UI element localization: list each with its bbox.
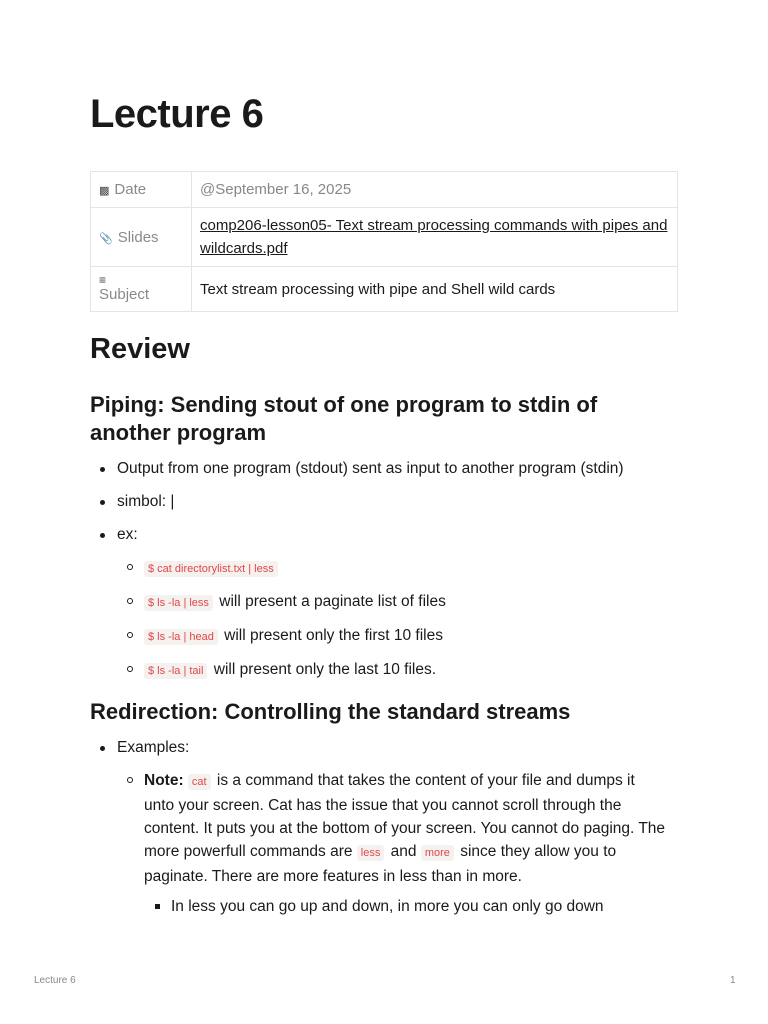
property-key-date bbox=[91, 172, 192, 208]
inline-code: less bbox=[357, 845, 385, 861]
slides-link[interactable]: comp206-lesson05- Text stream processing commands with pipes and wildcards.pdf bbox=[200, 217, 668, 257]
note-text: and bbox=[386, 843, 421, 860]
text-lines-icon: ≡ bbox=[99, 273, 107, 287]
inline-code: $ ls -la | less bbox=[144, 595, 213, 611]
inline-code: $ cat directorylist.txt | less bbox=[144, 561, 278, 577]
footer-title: Lecture 6 bbox=[34, 975, 76, 986]
list-item bbox=[144, 556, 674, 581]
paperclip-icon: 📎 bbox=[99, 232, 113, 245]
note-label: Note: bbox=[144, 772, 184, 789]
list-item-text: will present a paginate list of files bbox=[214, 593, 446, 610]
list-item bbox=[144, 769, 669, 888]
calendar-icon: ▩ bbox=[99, 185, 110, 197]
date-value[interactable]: @September 16, 2025 bbox=[192, 172, 678, 208]
slides-value bbox=[192, 208, 678, 267]
list-item bbox=[144, 624, 674, 649]
note-text: since they allow you to paginate. There are more features in less than in more. bbox=[144, 843, 617, 885]
list-item: Examples: bbox=[117, 736, 677, 759]
property-row-slides bbox=[91, 208, 678, 267]
redirection-list bbox=[117, 736, 677, 759]
piping-heading: Piping: Sending stout of one program to stdin of another program bbox=[90, 392, 598, 445]
list-item bbox=[144, 590, 674, 615]
redirection-heading: Redirection: Controlling the standard streams bbox=[90, 699, 571, 724]
redirection-notes-list bbox=[144, 769, 669, 888]
page-number: 1 bbox=[730, 975, 736, 986]
list-item: In less you can go up and down, in more you can only go down bbox=[171, 895, 671, 918]
list-item: Output from one program (stdout) sent as input to another program (stdin) bbox=[117, 457, 677, 480]
inline-code: more bbox=[421, 845, 454, 861]
list-item-text: will present only the first 10 files bbox=[219, 627, 443, 644]
property-row-date bbox=[91, 172, 678, 208]
inline-code: $ ls -la | tail bbox=[144, 663, 207, 679]
redirection-sub-list bbox=[171, 895, 671, 918]
piping-examples-list bbox=[144, 556, 674, 683]
page-title: Lecture 6 bbox=[90, 92, 264, 136]
date-label: Date bbox=[114, 181, 147, 198]
list-item-text: will present only the last 10 files. bbox=[209, 661, 437, 678]
list-item: ex: bbox=[117, 523, 677, 546]
list-item bbox=[144, 658, 674, 683]
property-key-subject bbox=[91, 267, 192, 312]
note-text: is a command that takes the content of your file and dumps it unto your screen. Cat has the issue that you cannot scroll through the content. It puts you at the bottom of your screen. You cannot do paging. The more powerfull commands are bbox=[144, 772, 666, 860]
subject-label: Subject bbox=[99, 286, 150, 303]
review-heading: Review bbox=[90, 333, 190, 365]
subject-value[interactable]: Text stream processing with pipe and Shell wild cards bbox=[192, 267, 678, 312]
property-row-subject bbox=[91, 267, 678, 312]
piping-list bbox=[117, 457, 677, 546]
inline-code: $ ls -la | head bbox=[144, 629, 218, 645]
property-key-slides bbox=[91, 208, 192, 267]
list-item: simbol: | bbox=[117, 490, 677, 513]
properties-table bbox=[90, 171, 678, 312]
slides-label: Slides bbox=[117, 228, 159, 246]
inline-code: cat bbox=[188, 774, 211, 790]
